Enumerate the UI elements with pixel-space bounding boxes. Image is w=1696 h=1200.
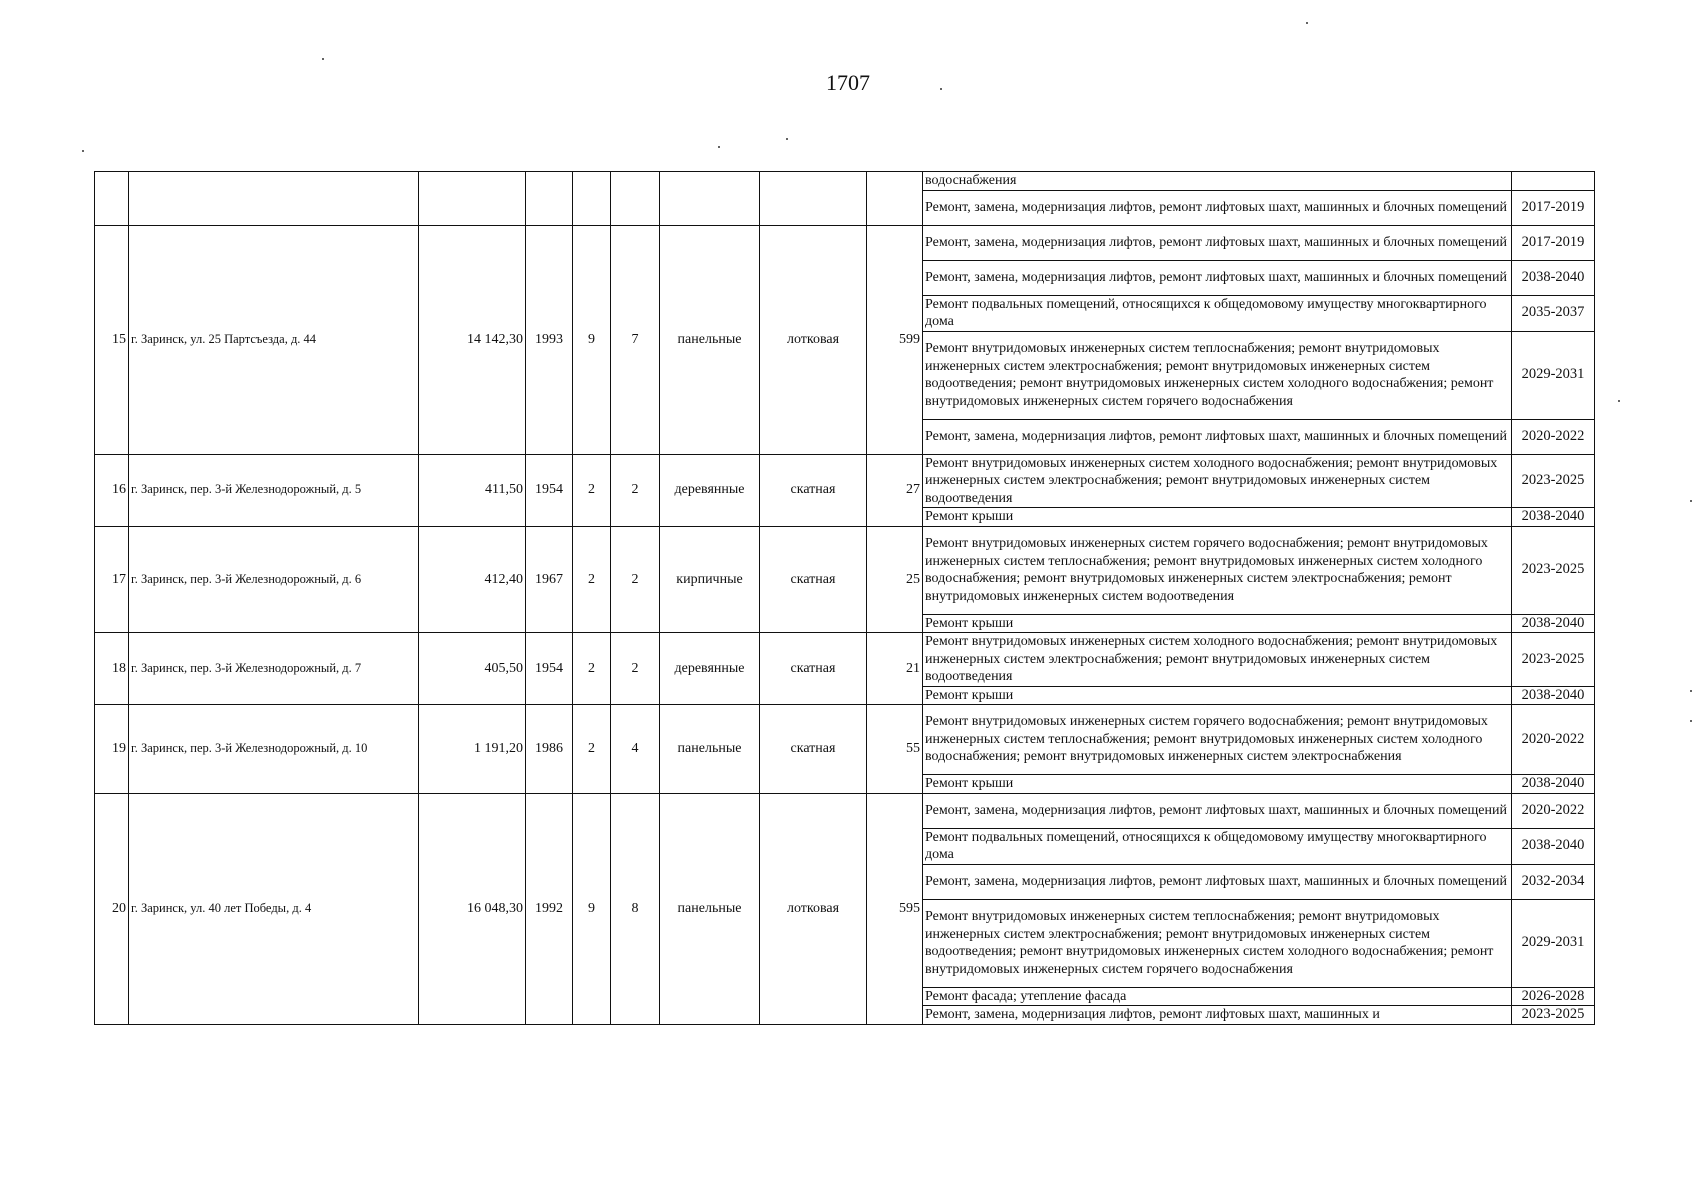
floor-count: 2 — [573, 454, 611, 526]
empty-cell — [660, 172, 760, 226]
resident-count: 595 — [867, 793, 923, 1024]
work-description: Ремонт внутридомовых инженерных систем теплоснабжения; ремонт внутридомовых инженерных систем электроснабжения; ремонт внутридомовых инженерных систем водоотведения; ремонт внутридомовых инженерных систем холодного водоснабжения; ремонт внутридомовых инженерных систем горячего водоснабжения — [923, 331, 1512, 419]
roof-type: скатная — [760, 526, 867, 633]
building-address: г. Заринск, ул. 25 Партсъезда, д. 44 — [129, 225, 419, 454]
work-years: 2017-2019 — [1512, 190, 1595, 225]
building-address: г. Заринск, ул. 40 лет Победы, д. 4 — [129, 793, 419, 1024]
work-years: 2020-2022 — [1512, 419, 1595, 454]
build-year: 1954 — [526, 633, 573, 705]
work-description: Ремонт крыши — [923, 508, 1512, 527]
total-area: 1 191,20 — [419, 705, 526, 794]
work-years: 2020-2022 — [1512, 705, 1595, 775]
resident-count: 599 — [867, 225, 923, 454]
entrance-count: 8 — [611, 793, 660, 1024]
work-description: Ремонт, замена, модернизация лифтов, ремонт лифтовых шахт, машинных и блочных помещений — [923, 225, 1512, 260]
work-description: Ремонт, замена, модернизация лифтов, ремонт лифтовых шахт, машинных и блочных помещений — [923, 793, 1512, 828]
building-address: г. Заринск, пер. 3-й Железнодорожный, д. 6 — [129, 526, 419, 633]
floor-count: 2 — [573, 705, 611, 794]
building-address: г. Заринск, пер. 3-й Железнодорожный, д. 7 — [129, 633, 419, 705]
roof-type: скатная — [760, 633, 867, 705]
work-description: Ремонт, замена, модернизация лифтов, ремонт лифтовых шахт, машинных и блочных помещений — [923, 260, 1512, 295]
work-years: 2023-2025 — [1512, 633, 1595, 687]
table-row — [95, 793, 1595, 828]
work-years: 2038-2040 — [1512, 686, 1595, 705]
work-description: Ремонт, замена, модернизация лифтов, ремонт лифтовых шахт, машинных и — [923, 1006, 1512, 1025]
build-year: 1992 — [526, 793, 573, 1024]
table-body — [95, 172, 1595, 1025]
empty-cell — [95, 172, 129, 226]
scan-speck — [1618, 400, 1620, 402]
resident-count: 25 — [867, 526, 923, 633]
work-years: 2020-2022 — [1512, 793, 1595, 828]
total-area: 411,50 — [419, 454, 526, 526]
empty-cell — [760, 172, 867, 226]
empty-cell — [419, 172, 526, 226]
work-years: 2038-2040 — [1512, 828, 1595, 864]
work-years: 2038-2040 — [1512, 260, 1595, 295]
work-description: Ремонт внутридомовых инженерных систем холодного водоснабжения; ремонт внутридомовых инженерных систем электроснабжения; ремонт внутридомовых инженерных систем водоотведения — [923, 454, 1512, 508]
wall-material: панельные — [660, 793, 760, 1024]
build-year: 1986 — [526, 705, 573, 794]
empty-cell — [611, 172, 660, 226]
roof-type: скатная — [760, 705, 867, 794]
entrance-count: 4 — [611, 705, 660, 794]
work-years: 2029-2031 — [1512, 331, 1595, 419]
work-description: Ремонт, замена, модернизация лифтов, ремонт лифтовых шахт, машинных и блочных помещений — [923, 864, 1512, 899]
scan-speck — [82, 150, 84, 152]
build-year: 1954 — [526, 454, 573, 526]
table-row — [95, 633, 1595, 687]
floor-count: 9 — [573, 225, 611, 454]
work-years: 2038-2040 — [1512, 775, 1595, 794]
build-year: 1993 — [526, 225, 573, 454]
work-description: Ремонт внутридомовых инженерных систем горячего водоснабжения; ремонт внутридомовых инженерных систем теплоснабжения; ремонт внутридомовых инженерных систем холодного водоснабжения; ремонт внутридомовых инженерных систем электроснабжения; ремонт внутридомовых инженерных систем водоотведения — [923, 526, 1512, 614]
floor-count: 2 — [573, 633, 611, 705]
scan-speck — [786, 138, 788, 140]
work-description: Ремонт крыши — [923, 614, 1512, 633]
roof-type: лотковая — [760, 225, 867, 454]
entrance-count: 2 — [611, 526, 660, 633]
total-area: 16 048,30 — [419, 793, 526, 1024]
empty-cell — [129, 172, 419, 226]
floor-count: 2 — [573, 526, 611, 633]
work-description: Ремонт фасада; утепление фасада — [923, 987, 1512, 1006]
work-description: Ремонт внутридомовых инженерных систем теплоснабжения; ремонт внутридомовых инженерных систем электроснабжения; ремонт внутридомовых инженерных систем водоотведения; ремонт внутридомовых инженерных систем холодного водоснабжения; ремонт внутридомовых инженерных систем горячего водоснабжения — [923, 899, 1512, 987]
work-description: Ремонт крыши — [923, 686, 1512, 705]
work-description: Ремонт крыши — [923, 775, 1512, 794]
row-number: 16 — [95, 454, 129, 526]
table-row — [95, 225, 1595, 260]
scan-speck — [1306, 22, 1308, 24]
entrance-count: 2 — [611, 633, 660, 705]
work-years: 2032-2034 — [1512, 864, 1595, 899]
work-description: Ремонт, замена, модернизация лифтов, ремонт лифтовых шахт, машинных и блочных помещений — [923, 190, 1512, 225]
entrance-count: 7 — [611, 225, 660, 454]
table-row — [95, 705, 1595, 775]
work-years: 2038-2040 — [1512, 508, 1595, 527]
building-address: г. Заринск, пер. 3-й Железнодорожный, д. 5 — [129, 454, 419, 526]
work-years: 2038-2040 — [1512, 614, 1595, 633]
build-year: 1967 — [526, 526, 573, 633]
work-years: 2035-2037 — [1512, 295, 1595, 331]
work-description: Ремонт, замена, модернизация лифтов, ремонт лифтовых шахт, машинных и блочных помещений — [923, 419, 1512, 454]
total-area: 405,50 — [419, 633, 526, 705]
roof-type: лотковая — [760, 793, 867, 1024]
work-description: Ремонт подвальных помещений, относящихся к общедомовому имуществу многоквартирного дома — [923, 828, 1512, 864]
work-description: Ремонт внутридомовых инженерных систем горячего водоснабжения; ремонт внутридомовых инженерных систем теплоснабжения; ремонт внутридомовых инженерных систем холодного водоснабжения; ремонт внутридомовых инженерных систем электроснабжения — [923, 705, 1512, 775]
entrance-count: 2 — [611, 454, 660, 526]
wall-material: деревянные — [660, 454, 760, 526]
resident-count: 21 — [867, 633, 923, 705]
row-number: 15 — [95, 225, 129, 454]
work-years: 2023-2025 — [1512, 1006, 1595, 1025]
table-row — [95, 454, 1595, 508]
housing-register-table — [94, 171, 1595, 1025]
total-area: 412,40 — [419, 526, 526, 633]
resident-count: 55 — [867, 705, 923, 794]
continuation-row — [95, 172, 1595, 191]
resident-count: 27 — [867, 454, 923, 526]
scan-speck — [322, 58, 324, 60]
wall-material: деревянные — [660, 633, 760, 705]
scan-speck — [940, 88, 942, 90]
floor-count: 9 — [573, 793, 611, 1024]
work-years: 2023-2025 — [1512, 454, 1595, 508]
work-description: Ремонт внутридомовых инженерных систем холодного водоснабжения; ремонт внутридомовых инженерных систем электроснабжения; ремонт внутридомовых инженерных систем водоотведения — [923, 633, 1512, 687]
total-area: 14 142,30 — [419, 225, 526, 454]
roof-type: скатная — [760, 454, 867, 526]
scan-speck — [1690, 720, 1692, 722]
work-years: 2029-2031 — [1512, 899, 1595, 987]
wall-material: панельные — [660, 225, 760, 454]
row-number: 17 — [95, 526, 129, 633]
page-number: 1707 — [826, 70, 870, 95]
work-description: Ремонт подвальных помещений, относящихся к общедомовому имуществу многоквартирного дома — [923, 295, 1512, 331]
row-number: 19 — [95, 705, 129, 794]
scan-speck — [1690, 690, 1692, 692]
table-row — [95, 526, 1595, 614]
row-number: 18 — [95, 633, 129, 705]
work-years: 2017-2019 — [1512, 225, 1595, 260]
empty-cell — [867, 172, 923, 226]
work-years: 2026-2028 — [1512, 987, 1595, 1006]
work-description: водоснабжения — [923, 172, 1512, 191]
empty-cell — [573, 172, 611, 226]
work-years: 2023-2025 — [1512, 526, 1595, 614]
empty-cell — [526, 172, 573, 226]
scan-speck — [1690, 500, 1692, 502]
wall-material: панельные — [660, 705, 760, 794]
row-number: 20 — [95, 793, 129, 1024]
work-years — [1512, 172, 1595, 191]
building-address: г. Заринск, пер. 3-й Железнодорожный, д. 10 — [129, 705, 419, 794]
scan-speck — [718, 146, 720, 148]
wall-material: кирпичные — [660, 526, 760, 633]
